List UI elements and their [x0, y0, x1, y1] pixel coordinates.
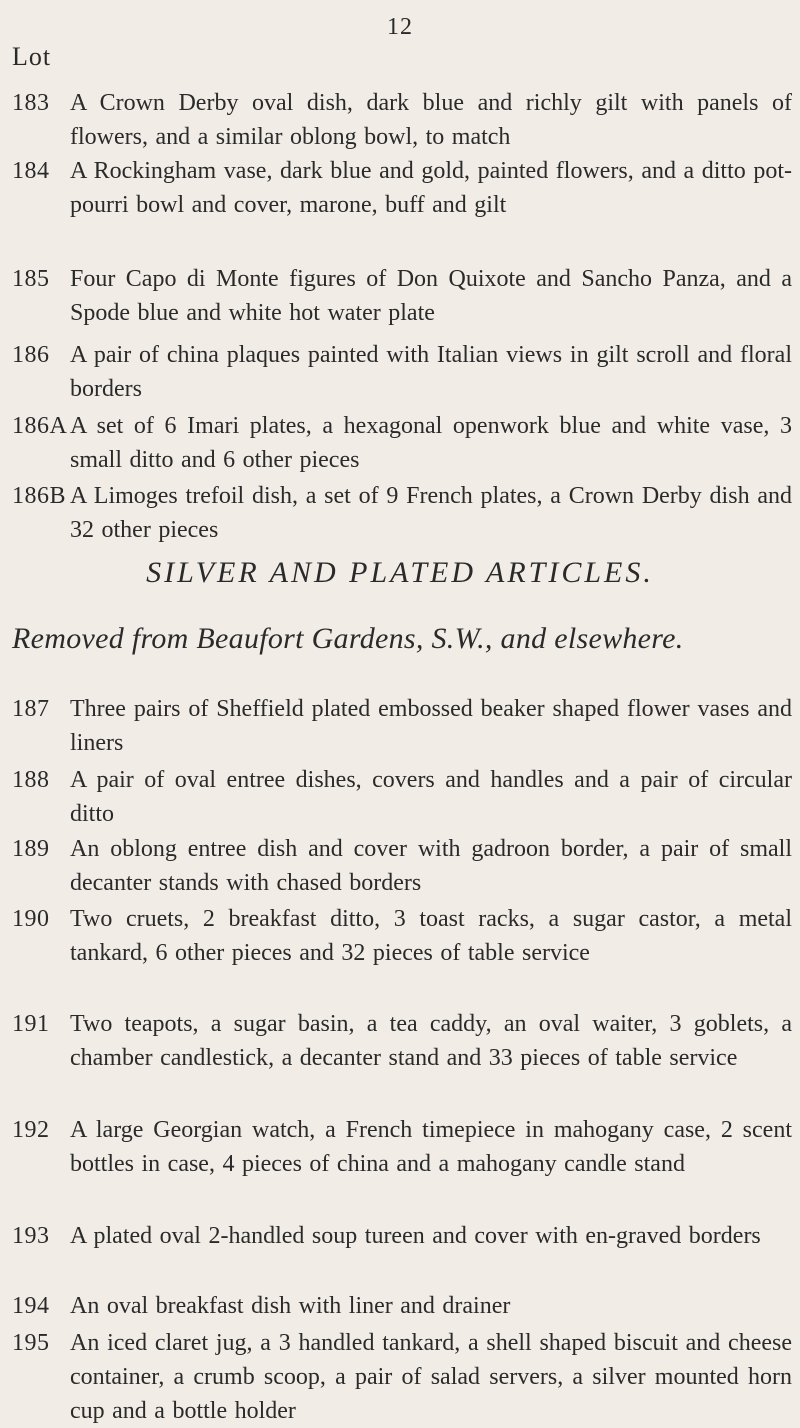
lot-entry: [12, 692, 792, 760]
lot-number: 187: [12, 696, 50, 722]
page-number: 12: [387, 14, 413, 40]
lot-entry: [12, 409, 792, 477]
lot-number: 186A: [12, 413, 68, 439]
lot-entry: [12, 832, 792, 900]
lot-entry: [12, 1219, 792, 1253]
lot-number: 195: [12, 1330, 50, 1356]
lot-description: Four Capo di Monte figures of Don Quixote and Sancho Panza, and a Spode blue and white hot water plate: [70, 266, 792, 326]
lot-number: 193: [12, 1223, 50, 1249]
lot-entry: [12, 1326, 792, 1428]
lot-entry: [12, 902, 792, 970]
lot-description: An oval breakfast dish with liner and drainer: [70, 1293, 511, 1319]
lot-description: Three pairs of Sheffield plated embossed beaker shaped flower vases and liners: [70, 696, 792, 756]
lot-entry: [12, 86, 792, 154]
section-title: SILVER AND PLATED ARTICLES.: [146, 556, 654, 589]
lot-number: 184: [12, 158, 50, 184]
lot-number: 194: [12, 1293, 50, 1319]
lot-description: A pair of china plaques painted with Italian views in gilt scroll and floral borders: [70, 342, 792, 402]
lot-column-header: Lot: [12, 42, 52, 71]
section-subtitle: Removed from Beaufort Gardens, S.W., and elsewhere.: [12, 622, 684, 655]
lot-entry: [12, 763, 792, 831]
lot-entry: [12, 262, 792, 330]
lot-number: 192: [12, 1117, 50, 1143]
lot-number: 189: [12, 836, 50, 862]
lot-number: 188: [12, 767, 50, 793]
lot-entry: [12, 479, 792, 547]
lot-description: A plated oval 2-handled soup tureen and cover with en-graved borders: [70, 1223, 761, 1249]
lot-number: 186B: [12, 483, 67, 509]
lot-description: An oblong entree dish and cover with gadroon border, a pair of small decanter stands with chased borders: [70, 836, 792, 896]
lot-number: 186: [12, 342, 50, 368]
lot-number: 190: [12, 906, 50, 932]
lot-description: Two cruets, 2 breakfast ditto, 3 toast racks, a sugar castor, a metal tankard, 6 other pieces and 32 pieces of table service: [70, 906, 792, 966]
lot-description: Two teapots, a sugar basin, a tea caddy, an oval waiter, 3 goblets, a chamber candlestick, a decanter stand and 33 pieces of table service: [70, 1011, 792, 1071]
lot-description: A large Georgian watch, a French timepiece in mahogany case, 2 scent bottles in case, 4 pieces of china and a mahogany candle stand: [70, 1117, 792, 1177]
lot-entry: [12, 338, 792, 406]
lot-description: A Crown Derby oval dish, dark blue and richly gilt with panels of flowers, and a similar oblong bowl, to match: [70, 90, 792, 150]
lot-number: 191: [12, 1011, 50, 1037]
lot-description: A set of 6 Imari plates, a hexagonal openwork blue and white vase, 3 small ditto and 6 other pieces: [70, 413, 792, 473]
lot-description: A Rockingham vase, dark blue and gold, painted flowers, and a ditto pot-pourri bowl and cover, marone, buff and gilt: [70, 158, 792, 218]
lot-description: An iced claret jug, a 3 handled tankard, a shell shaped biscuit and cheese container, a crumb scoop, a pair of salad servers, a silver mounted horn cup and a bottle holder: [70, 1330, 792, 1424]
lot-number: 185: [12, 266, 50, 292]
lot-description: A pair of oval entree dishes, covers and handles and a pair of circular ditto: [70, 767, 792, 827]
lot-entry: [12, 154, 792, 222]
lot-description: A Limoges trefoil dish, a set of 9 French plates, a Crown Derby dish and 32 other pieces: [70, 483, 792, 543]
lot-number: 183: [12, 90, 50, 116]
lot-entry: [12, 1289, 792, 1323]
lot-entry: [12, 1007, 792, 1075]
lot-entry: [12, 1113, 792, 1181]
